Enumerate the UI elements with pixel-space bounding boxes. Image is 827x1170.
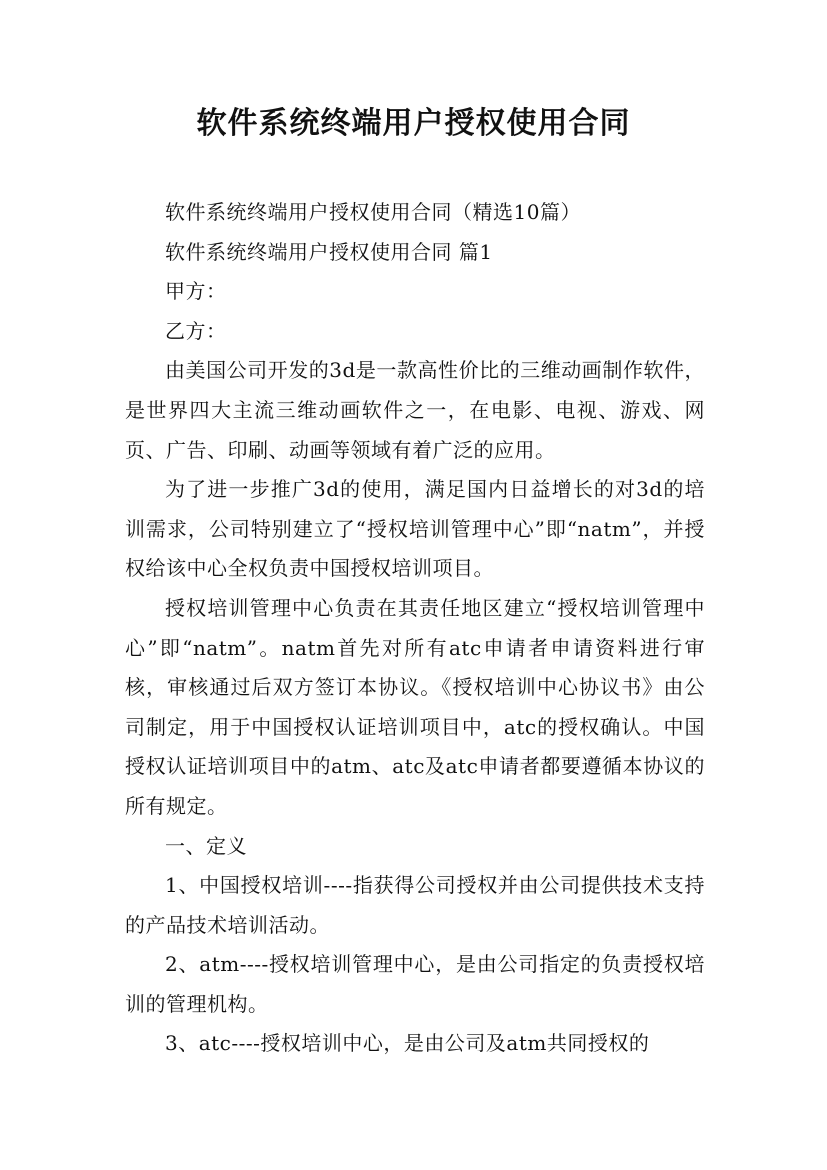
paragraph-section-heading: 软件系统终端用户授权使用合同 篇1 <box>165 239 493 264</box>
paragraph-party-a: 甲方： <box>165 279 227 304</box>
document-title: 软件系统终端用户授权使用合同 <box>196 106 631 141</box>
paragraph-intro: 由美国公司开发的3d是一款高性价比的三维动画制作软件，是世界四大主流三维动画软件之一，在电影、电视、游戏、网页、广告、印刷、动画等领域有着广泛的应用。 <box>125 358 705 462</box>
paragraph-subtitle: 软件系统终端用户授权使用合同（精选10篇） <box>165 200 581 224</box>
paragraph-natm: 授权培训管理中心负责在其责任地区建立“授权培训管理中心”即“natm”。natm首先对所有atc申请者申请资料进行审核，审核通过后双方签订本协议。《授权培训中心协议书》由公司制定，用于中国授权认证培训项目中，atc的授权确认。中国授权认证培训项目中的atm、atc及atc申请者都要遵循本协议的所有规定。 <box>125 595 705 818</box>
paragraph-party-b: 乙方： <box>165 318 227 343</box>
paragraph-purpose: 为了进一步推广3d的使用，满足国内日益增长的对3d的培训需求，公司特别建立了“授权培训管理中心”即“natm”，并授权给该中心全权负责中国授权培训项目。 <box>125 477 705 581</box>
paragraph-definition-2: 2、atm----授权培训管理中心，是由公司指定的负责授权培训的管理机构。 <box>125 952 705 1016</box>
paragraph-definition-1: 1、中国授权培训----指获得公司授权并由公司提供技术支持的产品技术培训活动。 <box>125 873 705 937</box>
document-body <box>125 193 705 1064</box>
paragraph-definitions-heading: 一、定义 <box>165 833 247 858</box>
paragraph-definition-3: 3、atc----授权培训中心，是由公司及atm共同授权的 <box>165 1031 650 1056</box>
